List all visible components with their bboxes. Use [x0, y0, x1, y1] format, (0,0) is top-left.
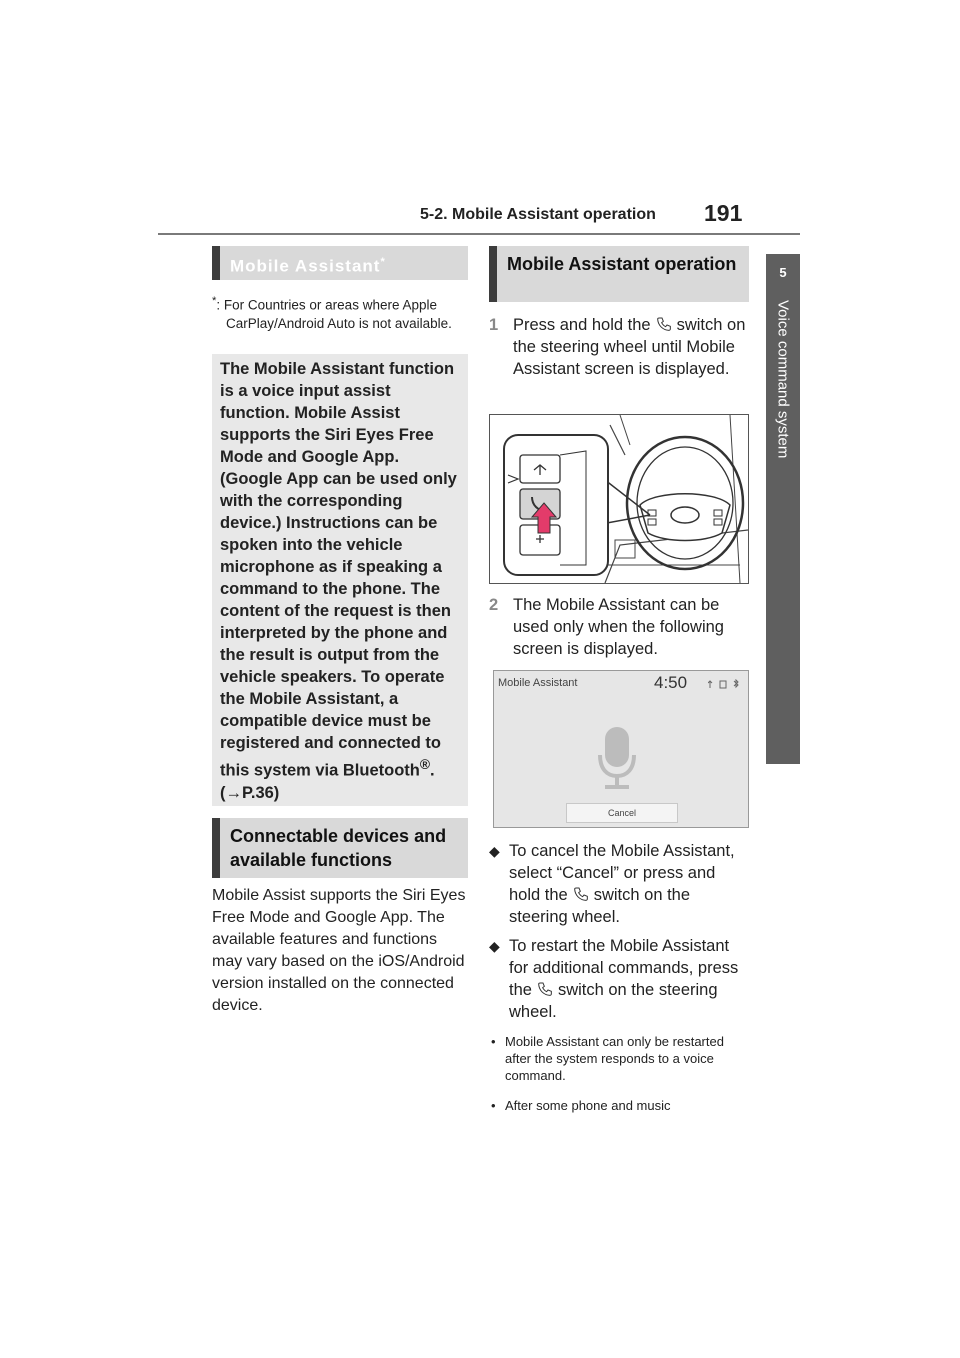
- section-heading-operation: [489, 246, 749, 302]
- bullet-diamond-icon: ◆: [489, 938, 500, 954]
- note-bullet: •: [491, 1098, 496, 1113]
- chapter-title-vertical: [768, 300, 798, 740]
- phone-icon: [655, 316, 673, 332]
- bullet-text: To restart the Mobile Assistant for additional commands, press the: [509, 937, 739, 999]
- section-heading-mobile-assistant: [212, 246, 468, 280]
- microphone-icon: [597, 727, 637, 793]
- screen-title: Mobile Assistant: [498, 677, 578, 689]
- footnote: [212, 292, 468, 333]
- bullet-diamond-icon: ◆: [489, 843, 500, 859]
- note-bullet: •: [491, 1034, 496, 1049]
- section-heading-connectable-devices: [212, 818, 468, 878]
- page-number: 191: [704, 200, 743, 226]
- step-text: Press and hold the: [513, 316, 651, 334]
- status-icons: [708, 679, 744, 691]
- mobile-assistant-screen-illustration: [493, 670, 749, 828]
- section-heading-text: Mobile Assistant operation: [507, 254, 737, 274]
- footnote-text: : For Countries or areas where Apple CarPlay/Android Auto is not available.: [216, 297, 452, 331]
- step-text: The Mobile Assistant can be used only when the following screen is displayed.: [513, 596, 724, 658]
- section-heading-text: Mobile Assistant*: [230, 256, 386, 276]
- page-reference-link[interactable]: . (→P.36): [220, 761, 435, 802]
- header-rule: [158, 233, 800, 235]
- bullet-text-continued: switch on the steering wheel.: [509, 981, 718, 1021]
- info-box: [212, 354, 468, 806]
- bullet-cancel: [489, 840, 751, 928]
- chapter-number: 5: [779, 265, 787, 280]
- chapter-title-text: Voice command system: [774, 300, 792, 459]
- step-number: 1: [489, 316, 499, 334]
- cancel-button[interactable]: Cancel: [566, 803, 678, 823]
- step-text-continued: switch on the steering wheel until Mobile Assistant screen is displayed.: [513, 316, 746, 378]
- note-item: [489, 1097, 739, 1114]
- footnote-reference-mark: *: [380, 256, 386, 268]
- status-icon-set: [708, 679, 744, 689]
- bullet-text-continued: switch on the steering wheel.: [509, 886, 691, 926]
- footnote-mark: *: [212, 295, 217, 307]
- body-paragraph: Mobile Assist supports the Siri Eyes Free Mode and Google App. The available features and functions may vary based on the iOS/Android version installed on the connected device.: [212, 887, 466, 1014]
- step-number: 2: [489, 596, 499, 614]
- note-item: [489, 1033, 739, 1084]
- steering-wheel-illustration: [489, 414, 749, 584]
- running-header-title: 5-2. Mobile Assistant operation: [420, 206, 656, 223]
- note-text: Mobile Assistant can only be restarted after the system responds to a voice command.: [505, 1034, 724, 1083]
- phone-icon: [572, 886, 590, 902]
- note-text: After some phone and music: [505, 1098, 671, 1113]
- section-heading-text: Connectable devices and available functions: [230, 826, 447, 870]
- step-2: [489, 594, 749, 660]
- screen-clock: 4:50: [654, 673, 688, 692]
- phone-icon: [536, 981, 554, 997]
- registered-mark: ®: [419, 757, 431, 772]
- step-1: [489, 314, 749, 380]
- bullet-text: To cancel the Mobile Assistant, select “Cancel” or press and hold the: [509, 842, 735, 904]
- info-box-text: The Mobile Assistant function is a voice input assist function. Mobile Assist supports the Siri Eyes Free Mode and Google App. (Google App can be used only with the corresponding device.) Instructions can be spoken into the vehicle microphone as if speaking a command to the phone. The content of the request is then interpreted by the phone and the result is output from the vehicle speakers. To operate the Mobile Assistant, a compatible device must be registered and connected to this system via Bluetooth®. (→P.36): [220, 360, 457, 802]
- steering-wheel-drawing: [490, 415, 748, 583]
- bullet-restart: [489, 935, 751, 1023]
